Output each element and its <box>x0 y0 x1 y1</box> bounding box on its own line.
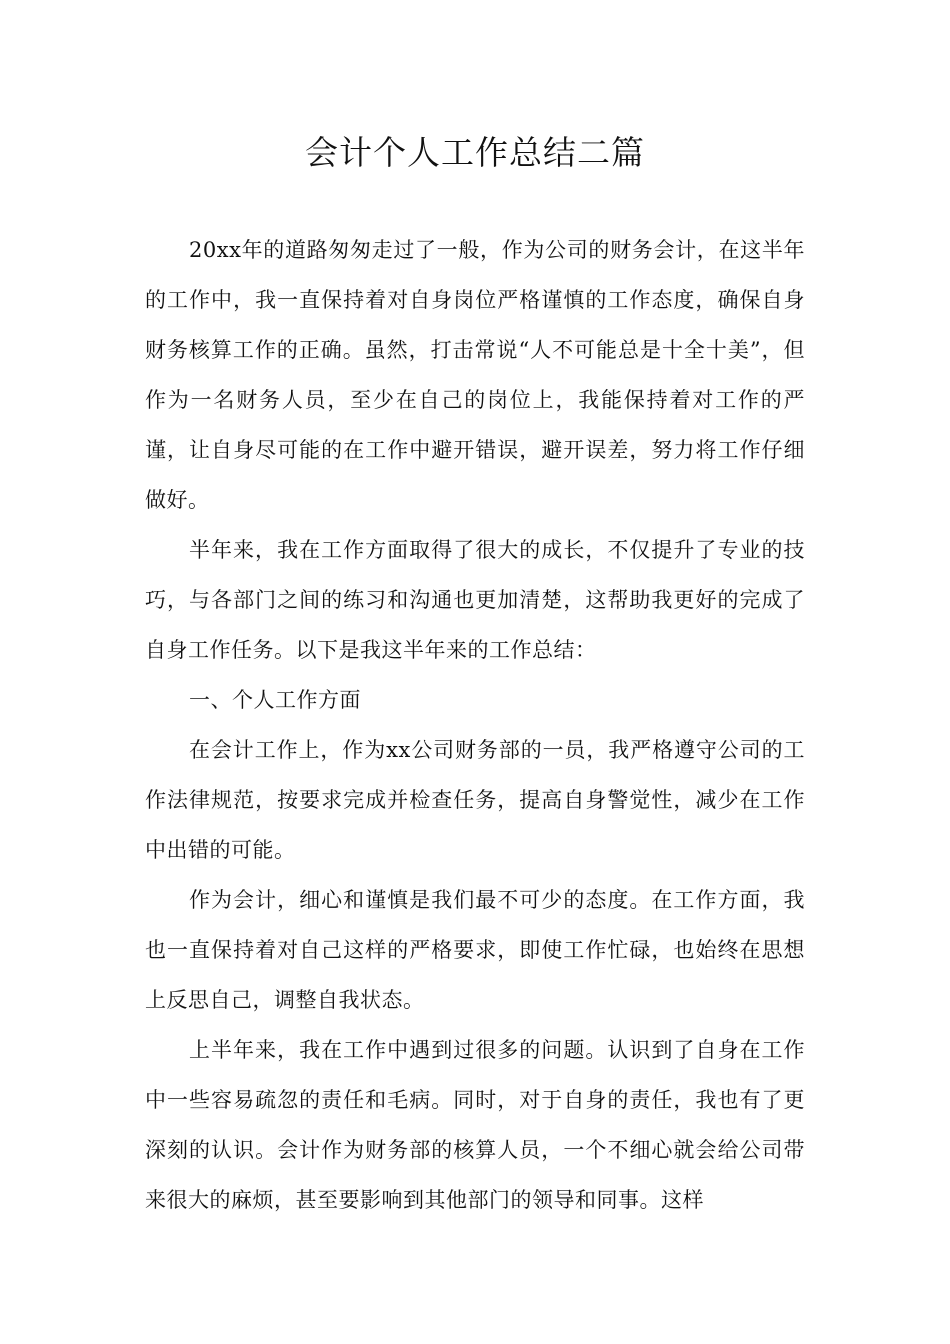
paragraph-accounting-work: 在会计工作上，作为xx公司财务部的一员，我严格遵守公司的工作法律规范，按要求完成并检查任务，提高自身警觉性，减少在工作中出错的可能。 <box>145 738 805 862</box>
section-heading-personal-work: 一、个人工作方面 <box>189 688 361 712</box>
paragraph-growth: 半年来，我在工作方面取得了很大的成长，不仅提升了专业的技巧，与各部门之间的练习和沟通也更加清楚，这帮助我更好的完成了自身工作任务。以下是我这半年来的工作总结： <box>145 538 805 662</box>
paragraph-intro: 20xx年的道路匆匆走过了一般，作为公司的财务会计，在这半年的工作中，我一直保持着对自身岗位严格谨慎的工作态度，确保自身财务核算工作的正确。虽然，打击常说“人不可能总是十全十美”，但作为一名财务人员，至少在自己的岗位上，我能保持着对工作的严谨，让自身尽可能的在工作中避开错误，避开误差，努力将工作仔细做好。 <box>145 238 805 512</box>
document-title: 会计个人工作总结二篇 <box>305 133 645 172</box>
paragraph-problems: 上半年来，我在工作中遇到过很多的问题。认识到了自身在工作中一些容易疏忽的责任和毛病。同时，对于自身的责任，我也有了更深刻的认识。会计作为财务部的核算人员，一个不细心就会给公司带来很大的麻烦，甚至要影响到其他部门的领导和同事。这样 <box>145 1038 805 1212</box>
document-body <box>145 225 805 1225</box>
paragraph-attitude: 作为会计，细心和谨慎是我们最不可少的态度。在工作方面，我也一直保持着对自己这样的严格要求，即使工作忙碌，也始终在思想上反思自己，调整自我状态。 <box>145 888 805 1012</box>
